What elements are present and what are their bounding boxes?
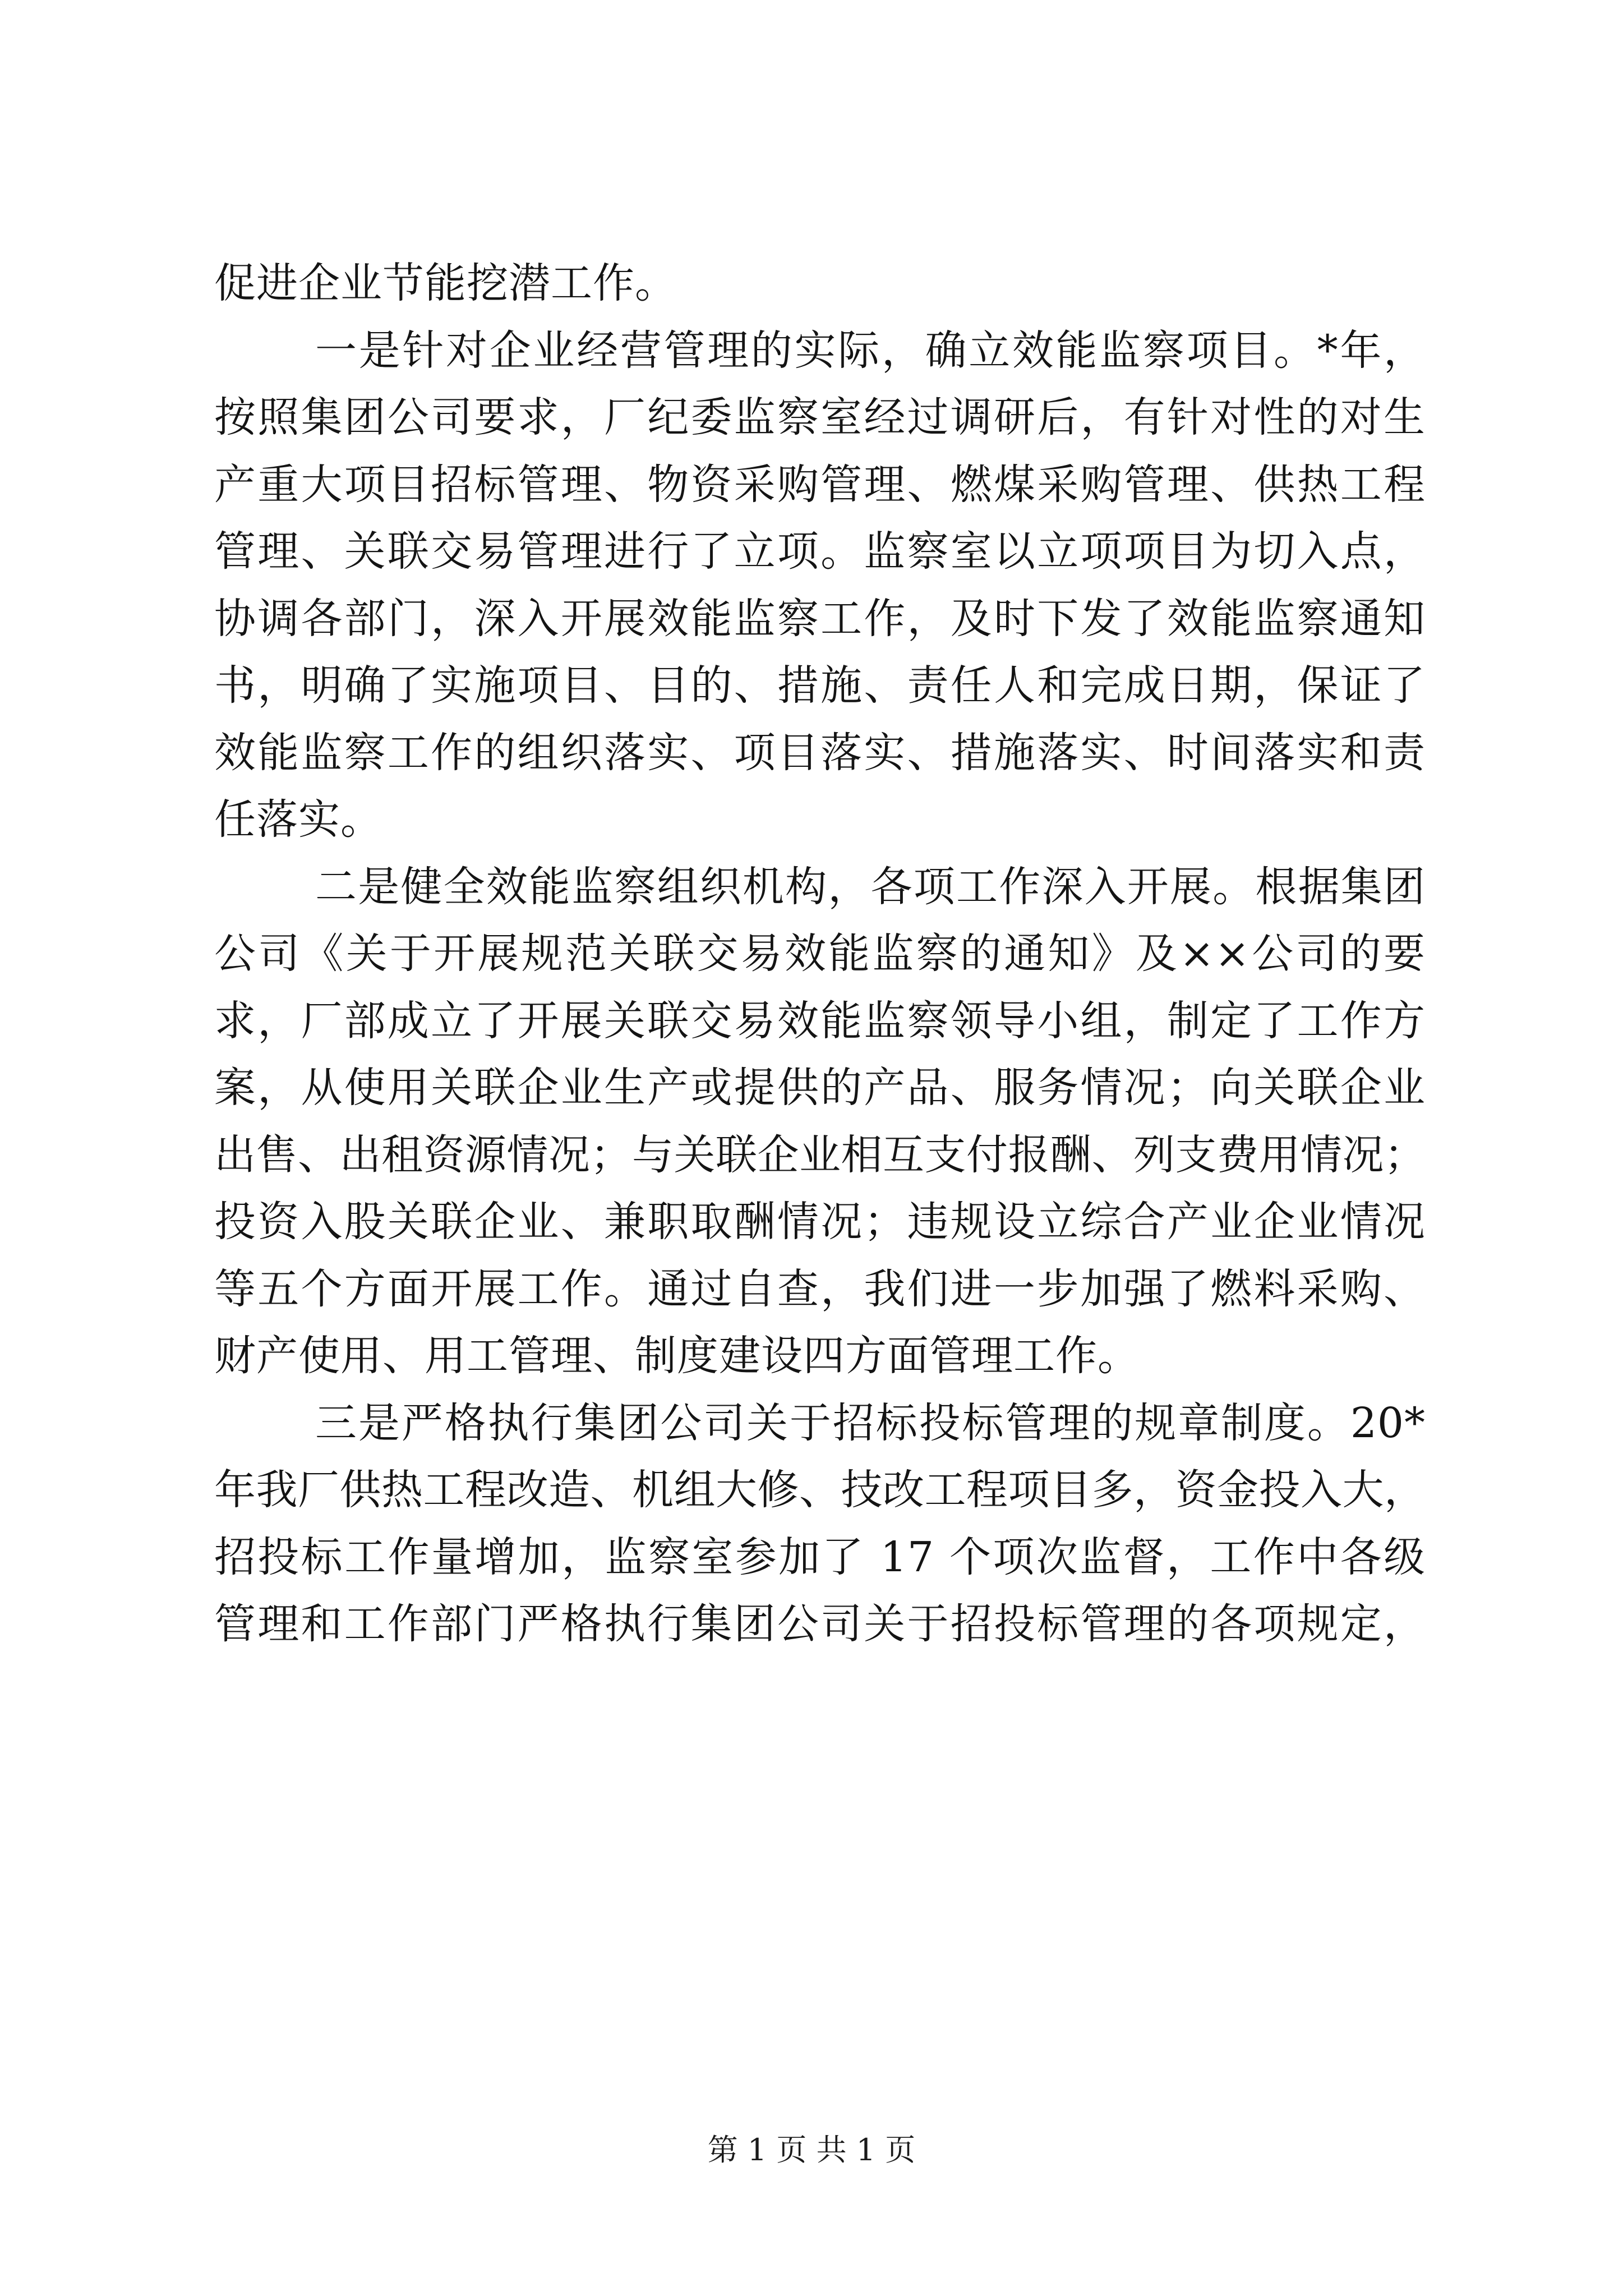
paragraph-first-line: 一是针对企业经营管理的实际，确立效能监察项目。*年，: [315, 326, 1426, 375]
text-line: 产重大项目招标管理、物资采购管理、燃煤采购管理、供热工程: [214, 460, 1426, 509]
text-line: 财产使用、用工管理、制度建设四方面管理工作。: [214, 1332, 1140, 1380]
text-line: 招投标工作量增加，监察室参加了 17 个项次监督，工作中各级: [214, 1533, 1426, 1581]
text-line: 促进企业节能挖潜工作。: [214, 259, 677, 307]
text-line: 投资入股关联企业、兼职取酬情况；违规设立综合产业企业情况: [214, 1198, 1426, 1246]
text-line: 求，厂部成立了开展关联交易效能监察领导小组，制定了工作方: [214, 996, 1426, 1045]
text-line: 按照集团公司要求，厂纪委监察室经过调研后，有针对性的对生: [214, 393, 1426, 441]
page-footer: 第 1 页 共 1 页: [707, 2132, 916, 2168]
text-line: 公司《关于开展规范关联交易效能监察的通知》及××公司的要: [214, 930, 1426, 978]
text-line: 效能监察工作的组织落实、项目落实、措施落实、时间落实和责: [214, 728, 1426, 777]
document-body: [214, 250, 1426, 1658]
text-line: 案，从使用关联企业生产或提供的产品、服务情况；向关联企业: [214, 1064, 1426, 1112]
paragraph-first-line: 三是严格执行集团公司关于招标投标管理的规章制度。20*: [315, 1398, 1426, 1447]
text-line: 协调各部门，深入开展效能监察工作，及时下发了效能监察通知: [214, 594, 1426, 643]
text-line: 书，明确了实施项目、目的、措施、责任人和完成日期，保证了: [214, 661, 1426, 710]
text-line: 管理、关联交易管理进行了立项。监察室以立项项目为切入点，: [214, 527, 1426, 576]
text-line: 等五个方面开展工作。通过自查，我们进一步加强了燃料采购、: [214, 1264, 1426, 1313]
paragraph-first-line: 二是健全效能监察组织机构，各项工作深入开展。根据集团: [315, 862, 1426, 911]
text-line: 出售、出租资源情况；与关联企业相互支付报酬、列支费用情况；: [214, 1130, 1426, 1179]
text-line: 年我厂供热工程改造、机组大修、技改工程项目多，资金投入大，: [214, 1466, 1426, 1514]
text-line: 管理和工作部门严格执行集团公司关于招投标管理的各项规定，: [214, 1600, 1426, 1648]
text-line: 任落实。: [214, 795, 382, 844]
